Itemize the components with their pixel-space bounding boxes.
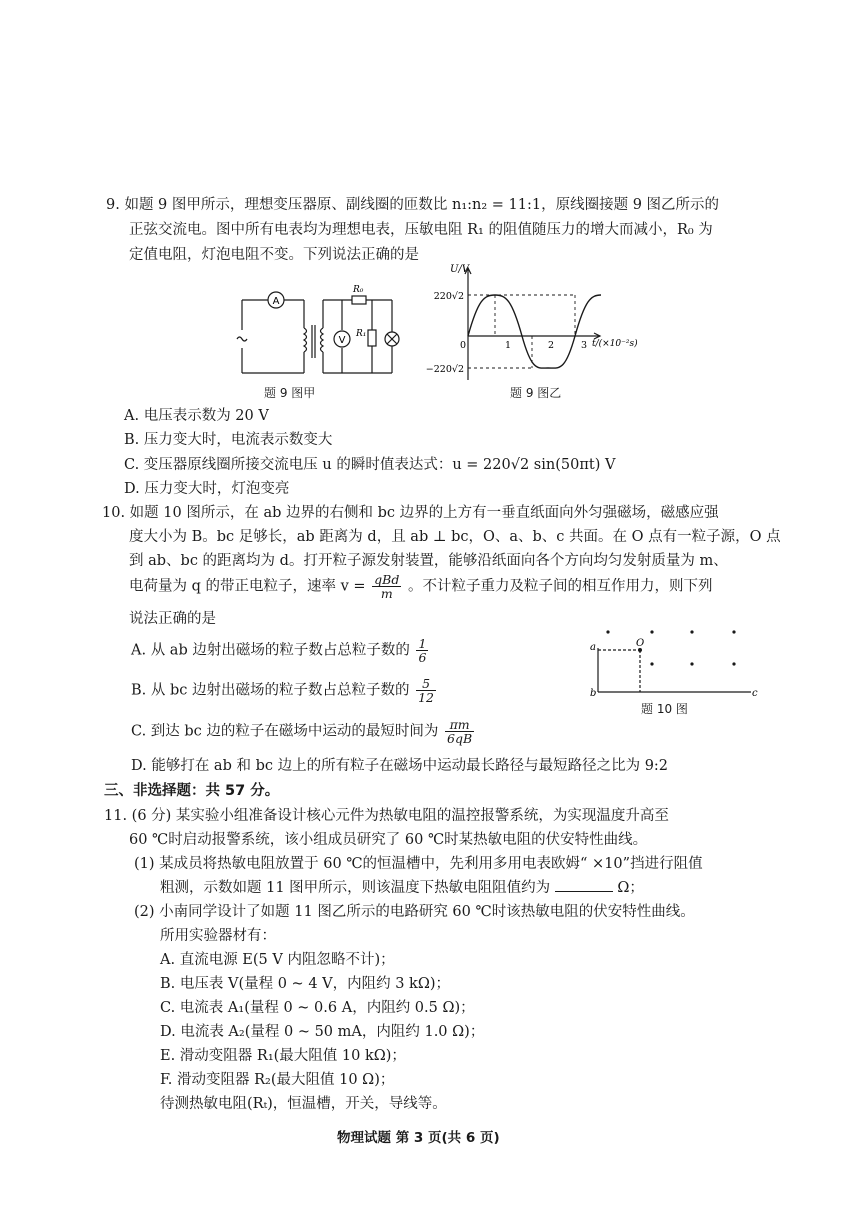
option-b-num: 5	[416, 677, 436, 691]
transformer-circuit-diagram	[232, 280, 407, 380]
q11-sub2-line-1: (2) 小南同学设计了如题 11 图乙所示的电路研究 60 ℃时该热敏电阻的伏安特性曲线。	[134, 904, 695, 920]
q10-line-1: 10. 如题 10 图所示，在 ab 边界的右侧和 bc 边界的上方有一垂直纸面向外匀强磁场，磁感应强	[102, 505, 719, 521]
q10-option-a-text: A. 从 ab 边射出磁场的粒子数占总粒子数的	[131, 642, 410, 659]
equipment-item: E. 滑动变阻器 R₁(最大阻值 10 kΩ)；	[160, 1048, 406, 1064]
velocity-num: qBd	[374, 572, 400, 587]
equipment-item: C. 电流表 A₁(量程 0 ~ 0.6 A，内阻约 0.5 Ω)；	[160, 1000, 475, 1016]
option-b-fraction	[416, 677, 436, 704]
r0-label: R₀	[353, 285, 364, 295]
voltmeter-label: V	[338, 335, 346, 346]
voltage-sine-graph	[420, 258, 652, 386]
x-tick-3: 3	[581, 340, 588, 351]
q11-sub1-text: 粗测，示数如题 11 图甲所示，则该温度下热敏电阻阻值约为	[160, 880, 551, 896]
r1-label: R₁	[356, 329, 367, 339]
option-a-fraction	[416, 637, 428, 664]
q11-sub1-unit: Ω；	[617, 880, 644, 896]
point-b-label: b	[590, 688, 597, 699]
q10-line-2: 度大小为 B。bc 足够长，ab 距离为 d，且 ab ⊥ bc，O、a、b、c 共面。在 O 点有一粒子源，O 点	[129, 529, 781, 545]
answer-blank[interactable]	[555, 879, 613, 892]
equipment-item: F. 滑动变阻器 R₂(最大阻值 10 Ω)；	[160, 1072, 395, 1088]
q10-option-c	[131, 718, 476, 745]
velocity-den: m	[380, 586, 393, 601]
equipment-item: D. 电流表 A₂(量程 0 ~ 50 mA，内阻约 1.0 Ω)；	[160, 1024, 485, 1040]
option-a-num: 1	[418, 636, 427, 651]
q11-line-1: 11. (6 分) 某实验小组准备设计核心元件为热敏电阻的温控报警系统，为实现温度升高至	[104, 808, 669, 824]
option-c-num: πm	[445, 718, 474, 732]
q11-sub2-line-2: 所用实验器材有：	[160, 928, 276, 944]
equipment-item: A. 直流电源 E(5 V 内阻忽略不计)；	[160, 952, 395, 968]
q10-option-b	[131, 677, 438, 704]
ammeter-label: A	[272, 296, 280, 307]
figure-9a-caption: 题 9 图甲	[264, 386, 316, 400]
equipment-item: B. 电压表 V(量程 0 ~ 4 V，内阻约 3 kΩ)；	[160, 976, 451, 992]
q9-option-a: A. 电压表示数为 20 V	[124, 408, 269, 424]
q9-option-b: B. 压力变大时，电流表示数变大	[124, 432, 333, 448]
equipment-item: 待测热敏电阻(Rₜ)，恒温槽，开关，导线等。	[160, 1096, 447, 1112]
y-min-label: −220√2	[425, 364, 464, 375]
x-tick-1: 1	[505, 340, 512, 351]
q10-option-a	[131, 637, 430, 664]
q10-line-4-pre: 电荷量为 q 的带正电粒子，速率 v =	[129, 578, 366, 595]
q10-line-4	[129, 573, 712, 600]
point-o-label: O	[636, 638, 645, 649]
q9-line-2: 正弦交流电。图中所有电表均为理想电表，压敏电阻 R₁ 的阻值随压力的增大而减小，R₀ 为	[129, 222, 713, 238]
q10-option-b-text: B. 从 bc 边射出磁场的粒子数占总粒子数的	[131, 682, 410, 699]
option-c-fraction	[445, 718, 474, 745]
q10-line-5: 说法正确的是	[129, 611, 216, 627]
x-tick-0: 0	[460, 340, 467, 351]
q11-sub1-line-2	[160, 876, 644, 897]
y-axis-label: U/V	[450, 264, 470, 275]
option-c-den: 6qB	[447, 731, 473, 746]
q10-option-d: D. 能够打在 ab 和 bc 边上的所有粒子在磁场中运动最长路径与最短路径之比为 9:2	[131, 758, 669, 774]
option-a-den: 6	[418, 650, 427, 665]
q11-line-2: 60 ℃时启动报警系统，该小组成员研究了 60 ℃时某热敏电阻的伏安特性曲线。	[129, 832, 648, 848]
q10-line-4-post: 。不计粒子重力及粒子间的相互作用力，则下列	[407, 578, 713, 595]
section-heading: 三、非选择题：共 57 分。	[104, 783, 280, 799]
q10-line-3: 到 ab、bc 的距离均为 d。打开粒子源发射装置，能够沿纸面向各个方向均匀发射质量为 m、	[129, 553, 728, 569]
figure-9b-caption: 题 9 图乙	[510, 386, 562, 400]
x-axis-label: t/(×10⁻²s)	[592, 339, 638, 349]
q11-sub1-line-1: (1) 某成员将热敏电阻放置于 60 ℃的恒温槽中，先利用多用电表欧姆“ ×10”挡进行阻值	[134, 856, 703, 872]
y-max-label: 220√2	[433, 291, 464, 302]
x-tick-2: 2	[548, 340, 555, 351]
q9-option-c: C. 变压器原线圈所接交流电压 u 的瞬时值表达式：u = 220√2 sin(50πt) V	[124, 457, 616, 473]
q9-line-1: 9. 如题 9 图甲所示，理想变压器原、副线圈的匝数比 n₁:n₂ = 11:1，原线圈接题 9 图乙所示的	[106, 197, 720, 213]
q9-option-d: D. 压力变大时，灯泡变亮	[124, 481, 290, 497]
magnetic-field-diagram	[586, 620, 758, 700]
q10-option-c-text: C. 到达 bc 边的粒子在磁场中运动的最短时间为	[131, 723, 439, 740]
page-footer: 物理试题 第 3 页(共 6 页)	[337, 1130, 500, 1146]
point-c-label: c	[752, 688, 758, 699]
option-b-den: 12	[418, 690, 435, 705]
q9-line-3: 定值电阻，灯泡电阻不变。下列说法正确的是	[129, 247, 419, 263]
figure-10-caption: 题 10 图	[641, 702, 688, 716]
velocity-fraction	[372, 573, 401, 600]
point-a-label: a	[590, 642, 596, 653]
